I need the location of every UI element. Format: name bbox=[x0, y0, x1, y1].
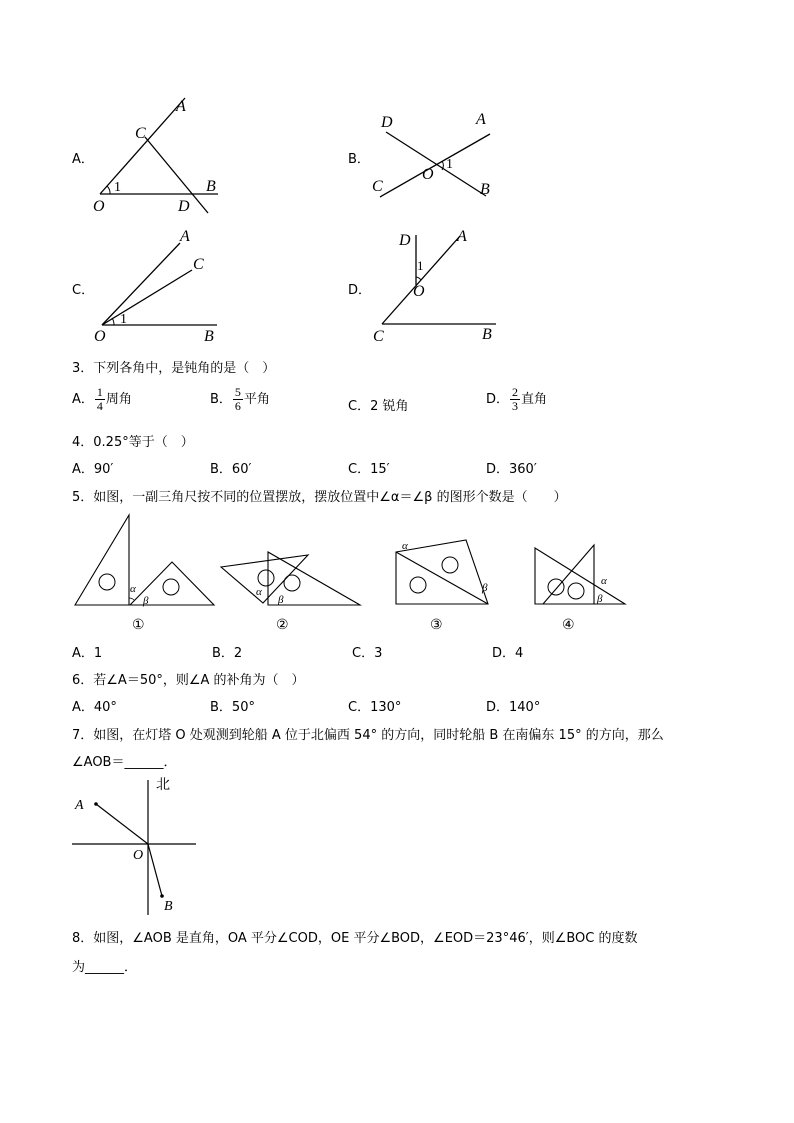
q5-option-c: C．3 bbox=[352, 646, 383, 661]
q2-option-b-letter: B． bbox=[348, 152, 370, 167]
q2a-label-1: 1 bbox=[114, 180, 121, 195]
q2d-label-a: A bbox=[457, 228, 467, 245]
q5-option-a: A．1 bbox=[72, 646, 103, 661]
q2c-label-b: B bbox=[204, 328, 214, 345]
q5-fig4-label: ④ bbox=[562, 618, 575, 633]
q2b-label-1: 1 bbox=[446, 157, 453, 172]
q7-compass-figure bbox=[70, 775, 210, 920]
q5-fig1-label: ① bbox=[132, 618, 145, 633]
q2-figure-c bbox=[92, 225, 232, 345]
q2c-label-1: 1 bbox=[120, 312, 127, 327]
q2d-label-o: O bbox=[413, 283, 425, 300]
q5-fig2-label: ② bbox=[276, 618, 289, 633]
q3-option-d: D． $\frac{2}{3}$ 直角 bbox=[486, 385, 548, 413]
q6-option-d: D．140° bbox=[486, 700, 541, 715]
q7-label-b: B bbox=[164, 899, 173, 914]
q8-stem-line2: 为______． bbox=[72, 960, 138, 975]
q4-option-a: A．90′ bbox=[72, 462, 114, 477]
q5-fig4-alpha: α bbox=[601, 575, 607, 587]
q5-option-d: D．4 bbox=[492, 646, 524, 661]
q6-stem: 6．若∠A＝50°，则∠A 的补角为（ ） bbox=[72, 673, 305, 688]
q5-fig2-beta: β bbox=[278, 594, 284, 606]
q2a-label-a: A bbox=[176, 98, 186, 115]
q5-figure-3 bbox=[390, 535, 500, 637]
q2a-label-d: D bbox=[178, 198, 190, 215]
q7-stem-line2: ∠AOB＝______． bbox=[72, 755, 177, 770]
q5-fig2-alpha: α bbox=[256, 586, 262, 598]
q2-option-d-letter: D． bbox=[348, 283, 372, 298]
q5-fig4-beta: β bbox=[597, 593, 603, 605]
q5-figure-2 bbox=[218, 545, 368, 637]
q3-option-c: C．2 锐角 bbox=[348, 399, 409, 414]
q5-figure-4 bbox=[530, 540, 640, 637]
q5-fig1-beta: β bbox=[143, 595, 149, 607]
q2a-label-c: C bbox=[135, 125, 146, 142]
q2-figure-b bbox=[370, 105, 510, 205]
q2a-label-o: O bbox=[93, 198, 105, 215]
q2-option-a-letter: A． bbox=[72, 152, 94, 167]
q3-option-b: B． $\frac{5}{6}$ 平角 bbox=[210, 385, 270, 413]
q5-figure-1 bbox=[72, 512, 222, 637]
q2-option-c-letter: C． bbox=[72, 283, 95, 298]
q2b-label-d: D bbox=[381, 114, 393, 131]
q2b-label-o: O bbox=[422, 166, 434, 183]
q5-option-b: B．2 bbox=[212, 646, 243, 661]
q5-fig3-label: ③ bbox=[430, 618, 443, 633]
q2-figure-a bbox=[90, 95, 230, 220]
q5-stem: 5．如图，一副三角尺按不同的位置摆放，摆放位置中∠α＝∠β 的图形个数是（ ） bbox=[72, 490, 567, 505]
q7-north-label: 北 bbox=[156, 778, 170, 793]
q5-fig3-alpha: α bbox=[402, 540, 408, 552]
q2c-label-a: A bbox=[180, 228, 190, 245]
q4-option-d: D．360′ bbox=[486, 462, 537, 477]
q6-option-a: A．40° bbox=[72, 700, 117, 715]
q5-fig3-beta: β bbox=[482, 582, 488, 594]
q2b-label-a: A bbox=[476, 111, 486, 128]
q4-option-c: C．15′ bbox=[348, 462, 390, 477]
q6-option-c: C．130° bbox=[348, 700, 402, 715]
q2b-label-c: C bbox=[372, 178, 383, 195]
q2d-label-b: B bbox=[482, 326, 492, 343]
q4-stem: 4．0.25°等于（ ） bbox=[72, 435, 194, 450]
q2d-label-1: 1 bbox=[417, 258, 424, 273]
q6-option-b: B．50° bbox=[210, 700, 255, 715]
q2-figure-d bbox=[370, 225, 510, 345]
q8-stem-line1: 8．如图，∠AOB 是直角，OA 平分∠COD，OE 平分∠BOD，∠EOD＝23°46′，则∠BOC 的度数 bbox=[72, 931, 638, 946]
q3-stem: 3．下列各角中，是钝角的是（ ） bbox=[72, 361, 276, 376]
q7-stem-line1: 7．如图，在灯塔 O 处观测到轮船 A 位于北偏西 54° 的方向，同时轮船 B 在南偏东 15° 的方向，那么 bbox=[72, 728, 664, 743]
q7-label-o: O bbox=[133, 848, 144, 863]
q2b-label-b: B bbox=[480, 181, 490, 198]
q2c-label-o: O bbox=[94, 328, 106, 345]
q7-label-a: A bbox=[75, 798, 84, 813]
q3-option-a: A． $\frac{1}{4}$ 周角 bbox=[72, 385, 132, 413]
q4-option-b: B．60′ bbox=[210, 462, 252, 477]
q2d-label-d: D bbox=[399, 232, 411, 249]
q2c-label-c: C bbox=[193, 256, 204, 273]
q2a-label-b: B bbox=[206, 178, 216, 195]
q2d-label-c: C bbox=[373, 328, 384, 345]
q5-fig1-alpha: α bbox=[130, 583, 136, 595]
